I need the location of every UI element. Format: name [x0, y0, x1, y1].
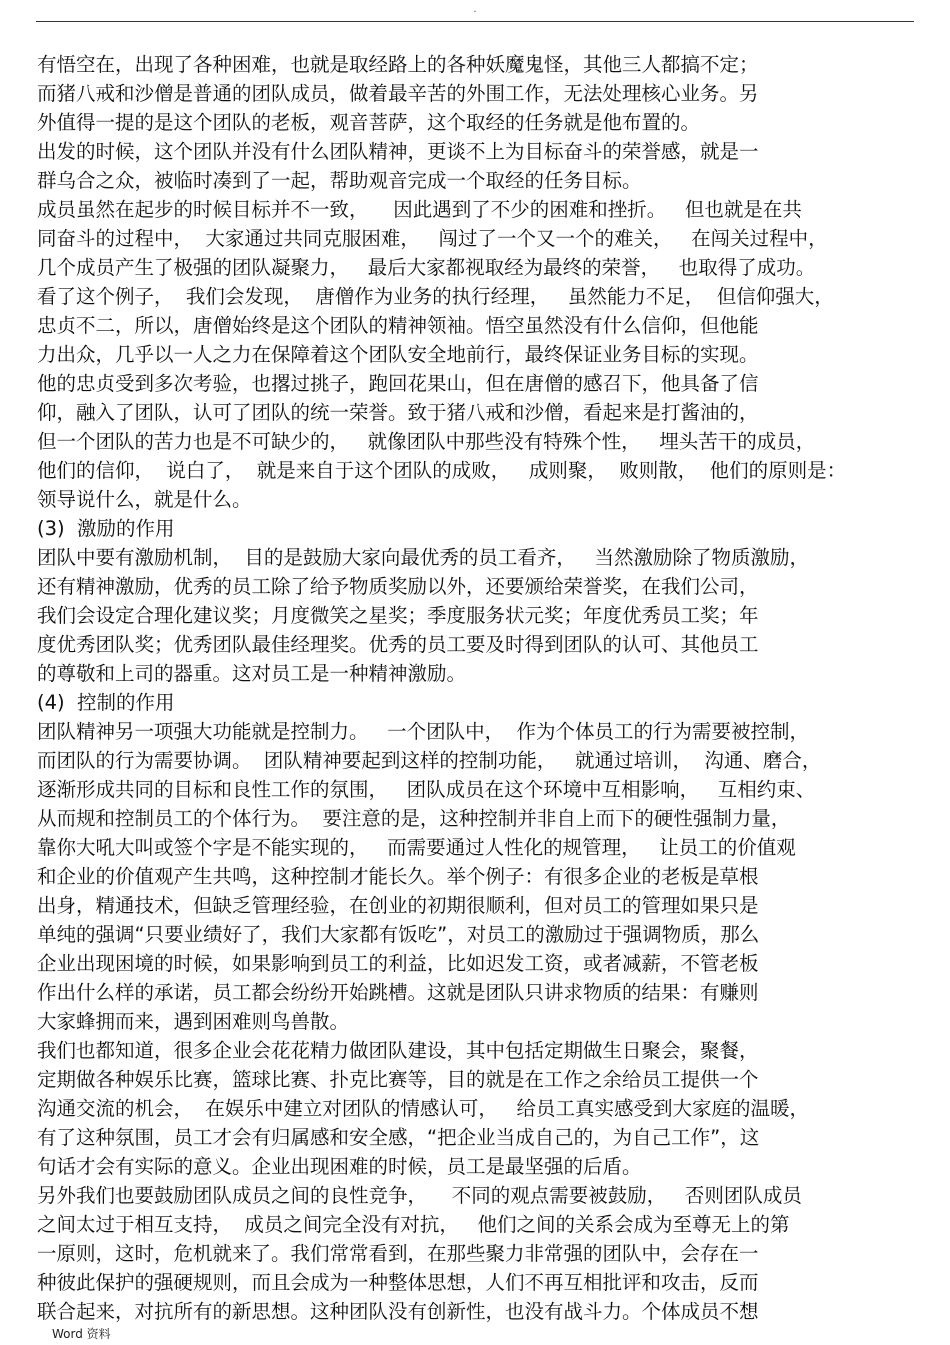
- text-line: (3) 激励的作用: [37, 517, 175, 540]
- text-line: 句话才会有实际的意义。企业出现困难的时候，员工是最坚强的后盾。: [37, 1155, 642, 1178]
- text-line: 忠贞不二，所以，唐僧始终是这个团队的精神领袖。悟空虽然没有什么信仰，但他能: [37, 314, 759, 337]
- text-line: 他们的信仰， 说白了， 就是来自于这个团队的成败， 成则聚， 败则散， 他们的原则是：: [37, 459, 847, 482]
- text-line: 我们也都知道，很多企业会花花精力做团队建设，其中包括定期做生日聚会，聚餐，: [37, 1039, 759, 1062]
- text-line: 逐渐形成共同的目标和良性工作的氛围， 团队成员在这个环境中互相影响， 互相约束、: [37, 778, 816, 801]
- text-line: 种彼此保护的强硬规则，而且会成为一种整体思想，人们不再互相批评和攻击，反而: [37, 1271, 759, 1294]
- text-line: 群乌合之众，被临时凑到了一起，帮助观音完成一个取经的任务目标。: [37, 169, 642, 192]
- text-line: 单纯的强调“只要业绩好了，我们大家都有饭吃”，对员工的激励过于强调物质，那么: [37, 923, 760, 946]
- text-line: 有了这种氛围，员工才会有归属感和安全感，“把企业当成自己的，为自己工作”，这: [37, 1126, 760, 1149]
- text-line: 从而规和控制员工的个体行为。 要注意的是，这种控制并非自上而下的硬性强制力量，: [37, 807, 791, 830]
- text-line: 一原则，这时，危机就来了。我们常常看到，在那些聚力非常强的团队中，会存在一: [37, 1242, 759, 1265]
- text-line: 成员虽然在起步的时候目标并不一致， 因此遇到了不少的困难和挫折。 但也就是在共: [37, 198, 802, 221]
- text-line: 他的忠贞受到多次考验，也撂过挑子，跑回花果山，但在唐僧的感召下，他具备了信: [37, 372, 759, 395]
- text-line: 沟通交流的机会， 在娱乐中建立对团队的情感认可， 给员工真实感受到大家庭的温暖，: [37, 1097, 809, 1120]
- text-line: 另外我们也要鼓励团队成员之间的良性竞争， 不同的观点需要被鼓励， 否则团队成员: [37, 1184, 802, 1207]
- text-line: 而猪八戒和沙僧是普通的团队成员，做着最辛苦的外围工作，无法处理核心业务。另: [37, 82, 759, 105]
- text-line: 还有精神激励，优秀的员工除了给予物质奖励以外，还要颁给荣誉奖，在我们公司，: [37, 575, 759, 598]
- text-line: 出身，精通技术，但缺乏管理经验，在创业的初期很顺利，但对员工的管理如果只是: [37, 894, 759, 917]
- body-text: [37, 50, 915, 1326]
- text-line: 联合起来，对抗所有的新思想。这种团队没有创新性，也没有战斗力。个体成员不想: [37, 1300, 759, 1323]
- text-line: 看了这个例子， 我们会发现， 唐僧作为业务的执行经理， 虽然能力不足， 但信仰强大，: [37, 285, 834, 308]
- text-line: 几个成员产生了极强的团队凝聚力， 最后大家都视取经为最终的荣誉， 也取得了成功。: [37, 256, 816, 279]
- text-line: 团队中要有激励机制， 目的是鼓励大家向最优秀的员工看齐， 当然激励除了物质激励，: [37, 546, 809, 569]
- text-line: 我们会设定合理化建议奖；月度微笑之星奖；季度服务状元奖；年度优秀员工奖；年: [37, 604, 759, 627]
- text-line: 但一个团队的苦力也是不可缺少的， 就像团队中那些没有特殊个性， 埋头苦干的成员，: [37, 430, 816, 453]
- header-rule: [36, 21, 914, 22]
- text-line: 团队精神另一项强大功能就是控制力。 一个团队中， 作为个体员工的行为需要被控制，: [37, 720, 809, 743]
- text-line: 外值得一提的是这个团队的老板，观音菩萨，这个取经的任务就是他布置的。: [37, 111, 701, 134]
- text-line: 力出众，几乎以一人之力在保障着这个团队安全地前行，最终保证业务目标的实现。: [37, 343, 759, 366]
- text-line: 和企业的价值观产生共鸣，这种控制才能长久。举个例子：有很多企业的老板是草根: [37, 865, 759, 888]
- text-line: 定期做各种娱乐比赛，篮球比赛、扑克比赛等，目的就是在工作之余给员工提供一个: [37, 1068, 759, 1091]
- text-line: 作出什么样的承诺，员工都会纷纷开始跳槽。这就是团队只讲求物质的结果：有赚则: [37, 981, 759, 1004]
- text-line: 企业出现困境的时候，如果影响到员工的利益，比如迟发工资，或者减薪，不管老板: [37, 952, 759, 975]
- text-line: 仰，融入了团队，认可了团队的统一荣誉。致于猪八戒和沙僧，看起来是打酱油的，: [37, 401, 759, 424]
- text-line: 大家蜂拥而来，遇到困难则鸟兽散。: [37, 1010, 350, 1033]
- text-line: 靠你大吼大叫或签个字是不能实现的， 而需要通过人性化的规管理， 让员工的价值观: [37, 836, 796, 859]
- text-line: 的尊敬和上司的器重。这对员工是一种精神激励。: [37, 662, 467, 685]
- text-line: 领导说什么，就是什么。: [37, 488, 252, 511]
- footer-label: Word 资料: [52, 1327, 111, 1341]
- text-line: 之间太过于相互支持， 成员之间完全没有对抗， 他们之间的关系会成为至尊无上的第: [37, 1213, 790, 1236]
- text-line: 度优秀团队奖；优秀团队最佳经理奖。优秀的员工要及时得到团队的认可、其他员工: [37, 633, 759, 656]
- text-line: 同奋斗的过程中， 大家通过共同克服困难， 闯过了一个又一个的难关， 在闯关过程中，: [37, 227, 828, 250]
- page-mark: .: [473, 4, 477, 15]
- text-line: 出发的时候，这个团队并没有什么团队精神，更谈不上为目标奋斗的荣誉感，就是一: [37, 140, 759, 163]
- text-line: 而团队的行为需要协调。 团队精神要起到这样的控制功能， 就通过培训， 沟通、磨合，: [37, 749, 822, 772]
- text-line: (4) 控制的作用: [37, 691, 175, 714]
- text-line: 有悟空在，出现了各种困难，也就是取经路上的各种妖魔鬼怪，其他三人都搞不定；: [37, 53, 759, 76]
